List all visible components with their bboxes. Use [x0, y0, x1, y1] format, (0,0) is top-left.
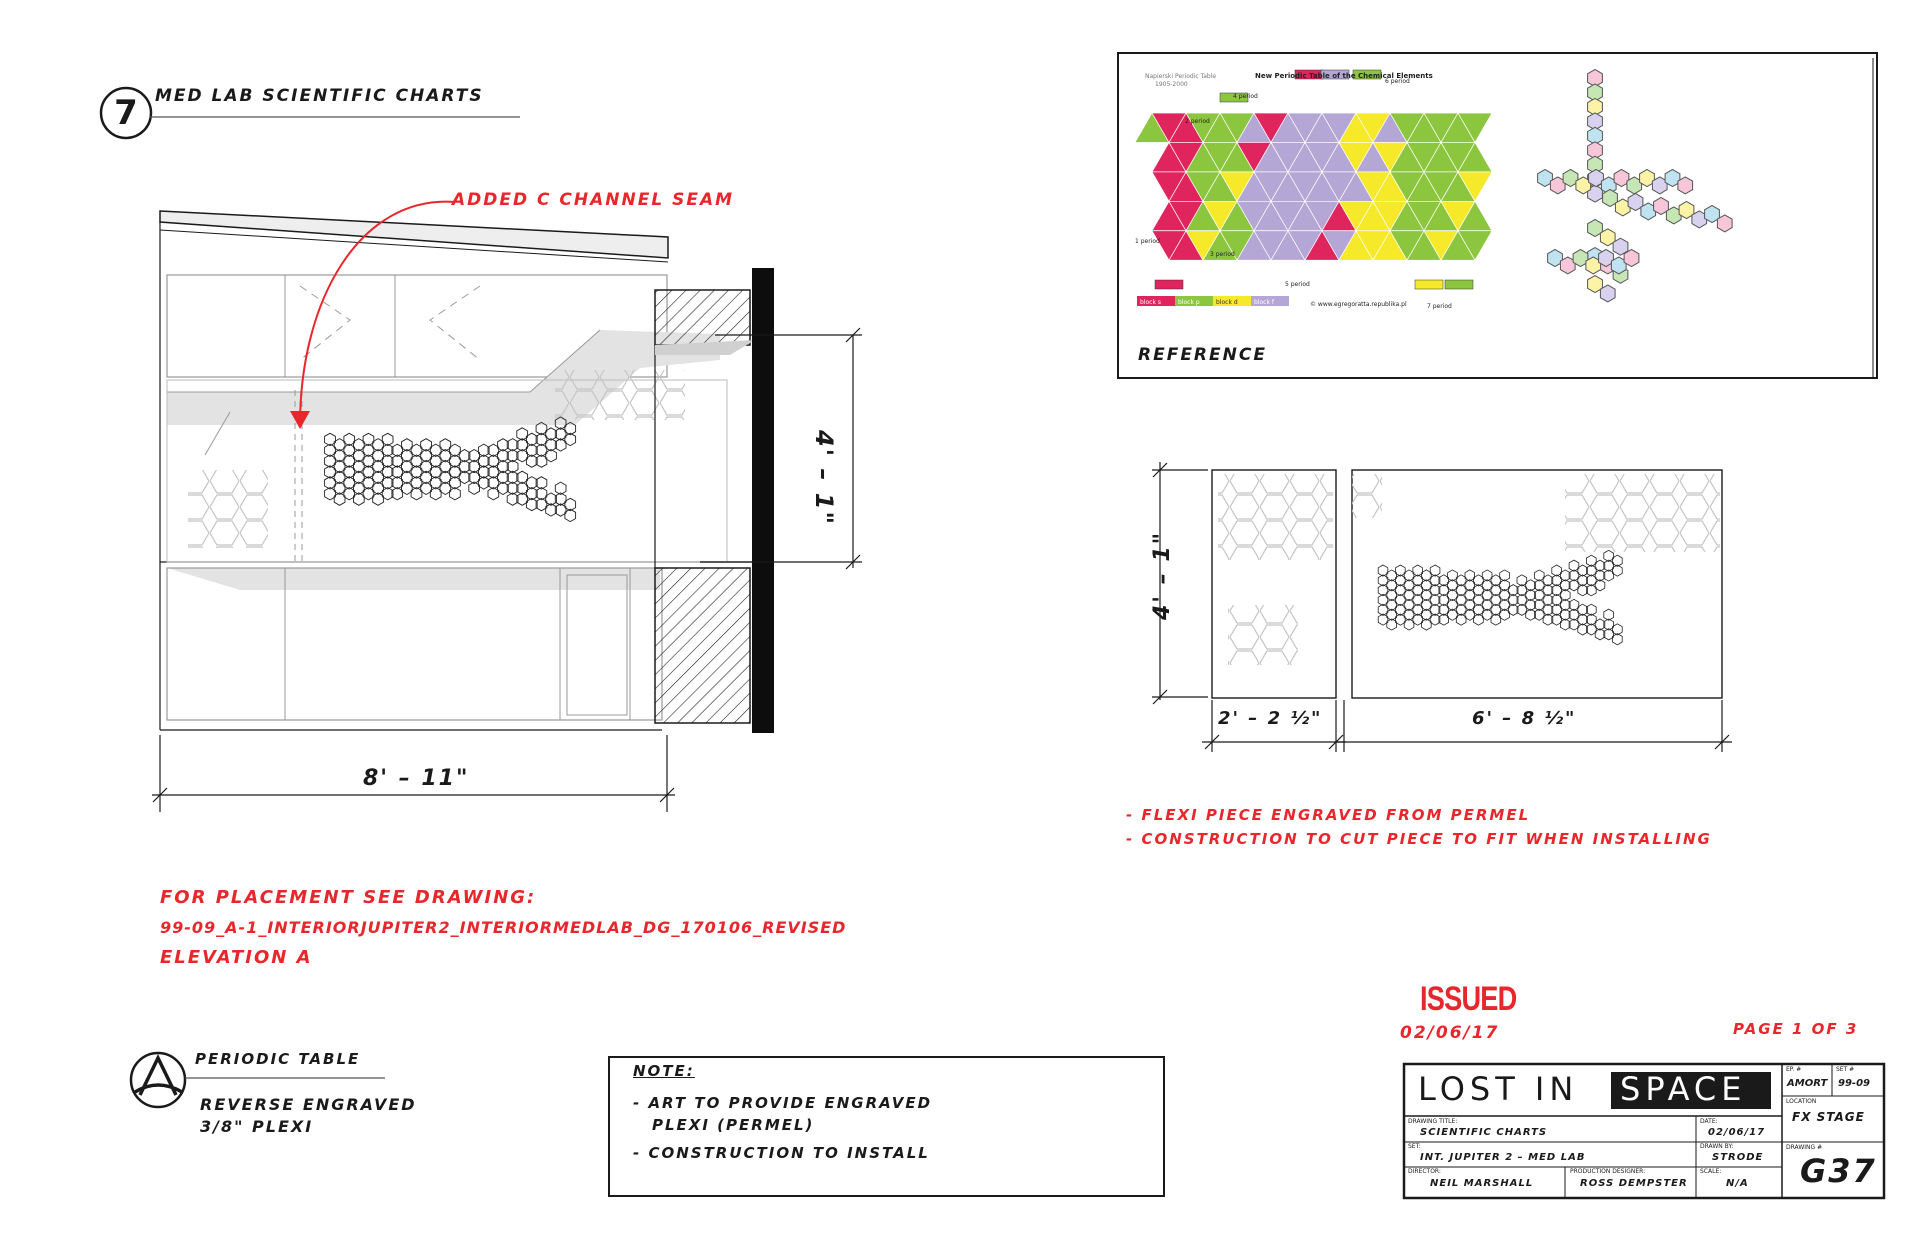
period-label-1: 1 period	[1135, 238, 1160, 245]
set-value: INT. JUPITER 2 – MED LAB	[1420, 1152, 1586, 1163]
plexi-note-2: - CONSTRUCTION TO CUT PIECE TO FIT WHEN INSTALLING	[1126, 830, 1712, 848]
reference-hex-cell	[1624, 250, 1639, 267]
drawing-title-value: SCIENTIFIC CHARTS	[1420, 1127, 1548, 1138]
logo-space: SPACE	[1620, 1070, 1747, 1108]
detail-desc-2: 3/8" PLEXI	[200, 1117, 314, 1136]
lower-cabinets	[167, 568, 662, 720]
issued-date: 02/06/17	[1400, 1023, 1500, 1043]
logo-lost-in: LOST IN	[1418, 1070, 1579, 1108]
plexi-note-1: - FLEXI PIECE ENGRAVED FROM PERMEL	[1126, 806, 1531, 824]
detail-title: PERIODIC TABLE	[195, 1050, 361, 1068]
panel-right-width-label: 6' – 8 ½"	[1472, 708, 1577, 729]
production-designer-label: PRODUCTION DESIGNER:	[1570, 1168, 1646, 1175]
set-number-label: SET #	[1836, 1066, 1855, 1073]
ref-author-line2: 1905-2000	[1155, 81, 1188, 88]
ref-website: © www.egregoratta.republika.pl	[1310, 301, 1407, 308]
date-value: 02/06/17	[1708, 1127, 1766, 1138]
drawn-by-value: STRODE	[1712, 1152, 1764, 1163]
ref-table-title: New Periodic Table of the Chemical Elements	[1255, 72, 1433, 80]
period-strip	[1155, 280, 1183, 289]
block-label-s: block s	[1140, 299, 1161, 306]
note-heading: NOTE:	[633, 1062, 695, 1080]
period-strip	[1445, 280, 1473, 289]
panel-left-width-label: 2' – 2 ½"	[1218, 708, 1323, 729]
hatched-column-lower	[655, 568, 750, 723]
scale-value: N/A	[1726, 1178, 1749, 1189]
date-label: DATE:	[1700, 1118, 1718, 1125]
reference-periodic-table-image	[1125, 58, 1870, 318]
block-label-p: block p	[1178, 299, 1200, 306]
ref-block-legend	[1137, 296, 1289, 306]
period-label-2: 2 period	[1185, 118, 1210, 125]
production-designer-value: ROSS DEMPSTER	[1580, 1178, 1688, 1189]
wall-section-black	[752, 268, 774, 733]
drawn-by-label: DRAWN BY:	[1700, 1143, 1734, 1150]
period-label-4: 4 period	[1233, 93, 1258, 100]
reference-hex-cell	[1678, 177, 1693, 194]
reference-label: REFERENCE	[1138, 345, 1267, 365]
ep-value: AMORT	[1787, 1078, 1828, 1089]
placement-line-1: FOR PLACEMENT SEE DRAWING:	[160, 887, 537, 908]
location-label: LOCATION	[1786, 1098, 1817, 1105]
director-value: NEIL MARSHALL	[1430, 1178, 1534, 1189]
note-item-3: - CONSTRUCTION TO INSTALL	[633, 1144, 930, 1162]
scale-label: SCALE:	[1700, 1168, 1722, 1175]
ref-author-line1: Napierski Periodic Table	[1145, 73, 1217, 80]
location-value: FX STAGE	[1792, 1110, 1865, 1124]
reference-hex-cell	[1717, 215, 1732, 232]
set-label: SET:	[1408, 1143, 1421, 1150]
elevation-height-label: 4' – 1"	[810, 430, 838, 526]
note-item-1: - ART TO PROVIDE ENGRAVED	[633, 1094, 933, 1112]
engraved-periodic-table	[325, 417, 576, 522]
ep-label: EP. #	[1786, 1066, 1802, 1073]
director-label: DIRECTOR:	[1408, 1168, 1441, 1175]
panel-height-label: 4' – 1"	[1150, 530, 1175, 620]
hatched-column-upper	[655, 290, 750, 345]
detail-desc-1: REVERSE ENGRAVED	[200, 1095, 417, 1114]
placement-line-3: ELEVATION A	[160, 947, 313, 968]
period-label-7: 7 period	[1427, 303, 1452, 310]
drawing-number-label: DRAWING #	[1786, 1144, 1823, 1151]
block-label-f: block f	[1254, 299, 1274, 306]
period-label-3: 3 period	[1210, 251, 1235, 258]
section-number: 7	[114, 93, 138, 133]
drawing-title-label: DRAWING TITLE:	[1408, 1118, 1458, 1125]
period-strip	[1415, 280, 1443, 289]
period-label-5: 5 period	[1285, 281, 1310, 288]
reference-hex-cell	[1600, 285, 1615, 302]
section-title: MED LAB SCIENTIFIC CHARTS	[155, 86, 484, 106]
note-item-2: PLEXI (PERMEL)	[652, 1116, 815, 1134]
period-label-6: 6 period	[1385, 78, 1410, 85]
issued-stamp: ISSUED	[1420, 980, 1517, 1018]
placement-line-2: 99-09_A-1_INTERIORJUPITER2_INTERIORMEDLAB_DG_170106_REVISED	[160, 918, 847, 937]
elevation-width-label: 8' – 11"	[363, 766, 470, 791]
drawing-number-value: G37	[1800, 1152, 1877, 1190]
page-label: PAGE 1 OF 3	[1733, 1020, 1859, 1038]
reference-triangle-chart	[1135, 70, 1492, 289]
block-label-d: block d	[1216, 299, 1238, 306]
callout-label: ADDED C CHANNEL SEAM	[452, 190, 735, 210]
set-number-value: 99-09	[1838, 1078, 1870, 1089]
reference-hex-chart	[1538, 70, 1733, 302]
